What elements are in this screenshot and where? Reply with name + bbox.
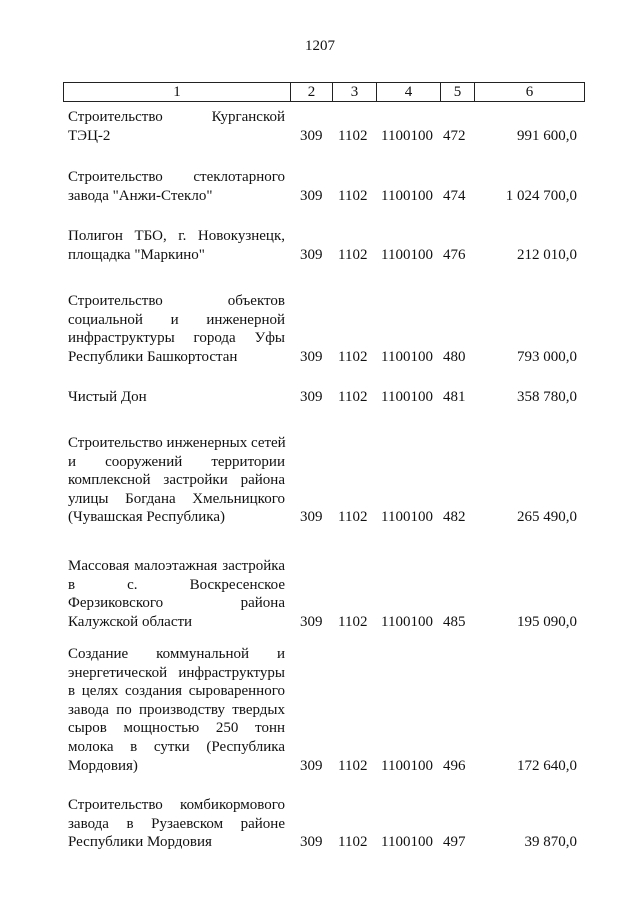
description-line: завода по производству твердых xyxy=(68,701,285,718)
row-description xyxy=(68,168,285,205)
row-value-c2: 309 xyxy=(300,389,323,405)
header-col-4: 4 xyxy=(377,83,441,101)
description-line: Калужской области xyxy=(68,613,193,630)
description-line: Строительство объектов xyxy=(68,293,285,309)
row-value-c4: 1100100 xyxy=(381,127,433,144)
header-col-2: 2 xyxy=(291,83,333,101)
description-line: в с. Воскресенское xyxy=(68,576,285,593)
description-line: (Чувашская Республика) xyxy=(68,509,226,526)
row-value-c5: 481 xyxy=(443,389,466,405)
description-line: завода в Рузаевском районе xyxy=(68,815,285,832)
row-value-c3: 1102 xyxy=(338,246,368,263)
row-value-c3: 1102 xyxy=(338,834,368,851)
row-value-c2: 309 xyxy=(300,613,323,630)
row-description xyxy=(68,557,285,631)
row-value-c5: 476 xyxy=(443,246,466,263)
row-value-c6: 265 490,0 xyxy=(517,509,577,526)
row-value-c4: 1100100 xyxy=(381,389,433,405)
row-value-c4: 1100100 xyxy=(381,348,433,365)
row-value-c2: 309 xyxy=(300,246,323,263)
row-value-c2: 309 xyxy=(300,348,323,365)
description-line: инфраструктуры города Уфы xyxy=(68,330,285,347)
description-line: Строительство инженерных сетей xyxy=(68,435,286,451)
row-value-c6: 212 010,0 xyxy=(517,246,577,263)
description-line: Строительство Курганской xyxy=(68,109,285,125)
description-line: и сооружений территории xyxy=(68,453,285,470)
description-line: Ферзиковского района xyxy=(68,595,285,612)
row-value-c5: 482 xyxy=(443,509,466,526)
description-line: Строительство комбикормового xyxy=(68,797,285,813)
description-line: площадка "Маркино" xyxy=(68,246,205,263)
row-value-c6: 991 600,0 xyxy=(517,127,577,144)
row-description xyxy=(68,108,285,145)
row-value-c2: 309 xyxy=(300,509,323,526)
header-col-3: 3 xyxy=(333,83,377,101)
row-value-c4: 1100100 xyxy=(381,246,433,263)
row-value-c6: 1 024 700,0 xyxy=(505,187,577,204)
header-col-6: 6 xyxy=(525,84,534,100)
row-value-c3: 1102 xyxy=(338,348,368,365)
description-line: молока в сутки (Республика xyxy=(68,738,285,755)
row-value-c3: 1102 xyxy=(338,389,368,405)
row-value-c2: 309 xyxy=(300,834,323,851)
row-value-c3: 1102 xyxy=(338,187,368,204)
header-col-5: 5 xyxy=(441,83,475,101)
row-value-c3: 1102 xyxy=(338,127,368,144)
row-value-c5: 497 xyxy=(443,834,466,851)
row-value-c3: 1102 xyxy=(338,509,368,526)
row-value-c4: 1100100 xyxy=(381,834,433,851)
description-line: ТЭЦ-2 xyxy=(68,127,111,144)
description-line: Массовая малоэтажная застройка xyxy=(68,558,285,574)
row-value-c4: 1100100 xyxy=(381,757,433,774)
row-value-c6: 172 640,0 xyxy=(517,757,577,774)
row-description xyxy=(68,796,285,852)
row-value-c6: 195 090,0 xyxy=(517,613,577,630)
row-value-c5: 480 xyxy=(443,348,466,365)
description-line: социальной и инженерной xyxy=(68,311,285,328)
row-description xyxy=(68,292,285,366)
description-line: Создание коммунальной и xyxy=(68,646,285,662)
row-value-c6: 39 870,0 xyxy=(524,834,577,851)
row-value-c4: 1100100 xyxy=(381,187,433,204)
row-value-c5: 485 xyxy=(443,613,466,630)
row-value-c2: 309 xyxy=(300,757,323,774)
row-description xyxy=(68,227,285,264)
description-line: энергетической инфраструктуры xyxy=(68,664,285,681)
row-value-c4: 1100100 xyxy=(381,613,433,630)
row-value-c5: 496 xyxy=(443,757,466,774)
description-line: улицы Богдана Хмельницкого xyxy=(68,490,285,507)
header-col-1: 1 xyxy=(64,83,291,101)
row-description xyxy=(68,434,285,527)
description-line: Полигон ТБО, г. Новокузнецк, xyxy=(68,228,285,244)
row-value-c6: 358 780,0 xyxy=(517,389,577,405)
row-description xyxy=(68,388,285,407)
row-value-c5: 472 xyxy=(443,127,466,144)
description-line: Чистый Дон xyxy=(68,389,147,405)
description-line: Республики Мордовия xyxy=(68,834,212,851)
description-line: в целях создания сыроваренного xyxy=(68,683,285,700)
row-description xyxy=(68,645,285,775)
description-line: Республики Башкортостан xyxy=(68,348,238,365)
row-value-c2: 309 xyxy=(300,187,323,204)
description-line: комплексной застройки района xyxy=(68,472,285,489)
description-line: Строительство стеклотарного xyxy=(68,169,285,185)
description-line: сыров мощностью 250 тонн xyxy=(68,720,285,737)
description-line: Мордовия) xyxy=(68,757,138,774)
row-value-c2: 309 xyxy=(300,127,323,144)
table-header xyxy=(63,82,585,102)
row-value-c6: 793 000,0 xyxy=(517,348,577,365)
page-number: 1207 xyxy=(305,38,335,54)
row-value-c5: 474 xyxy=(443,187,466,204)
row-value-c3: 1102 xyxy=(338,613,368,630)
description-line: завода "Анжи-Стекло" xyxy=(68,187,213,204)
row-value-c3: 1102 xyxy=(338,757,368,774)
row-value-c4: 1100100 xyxy=(381,509,433,526)
